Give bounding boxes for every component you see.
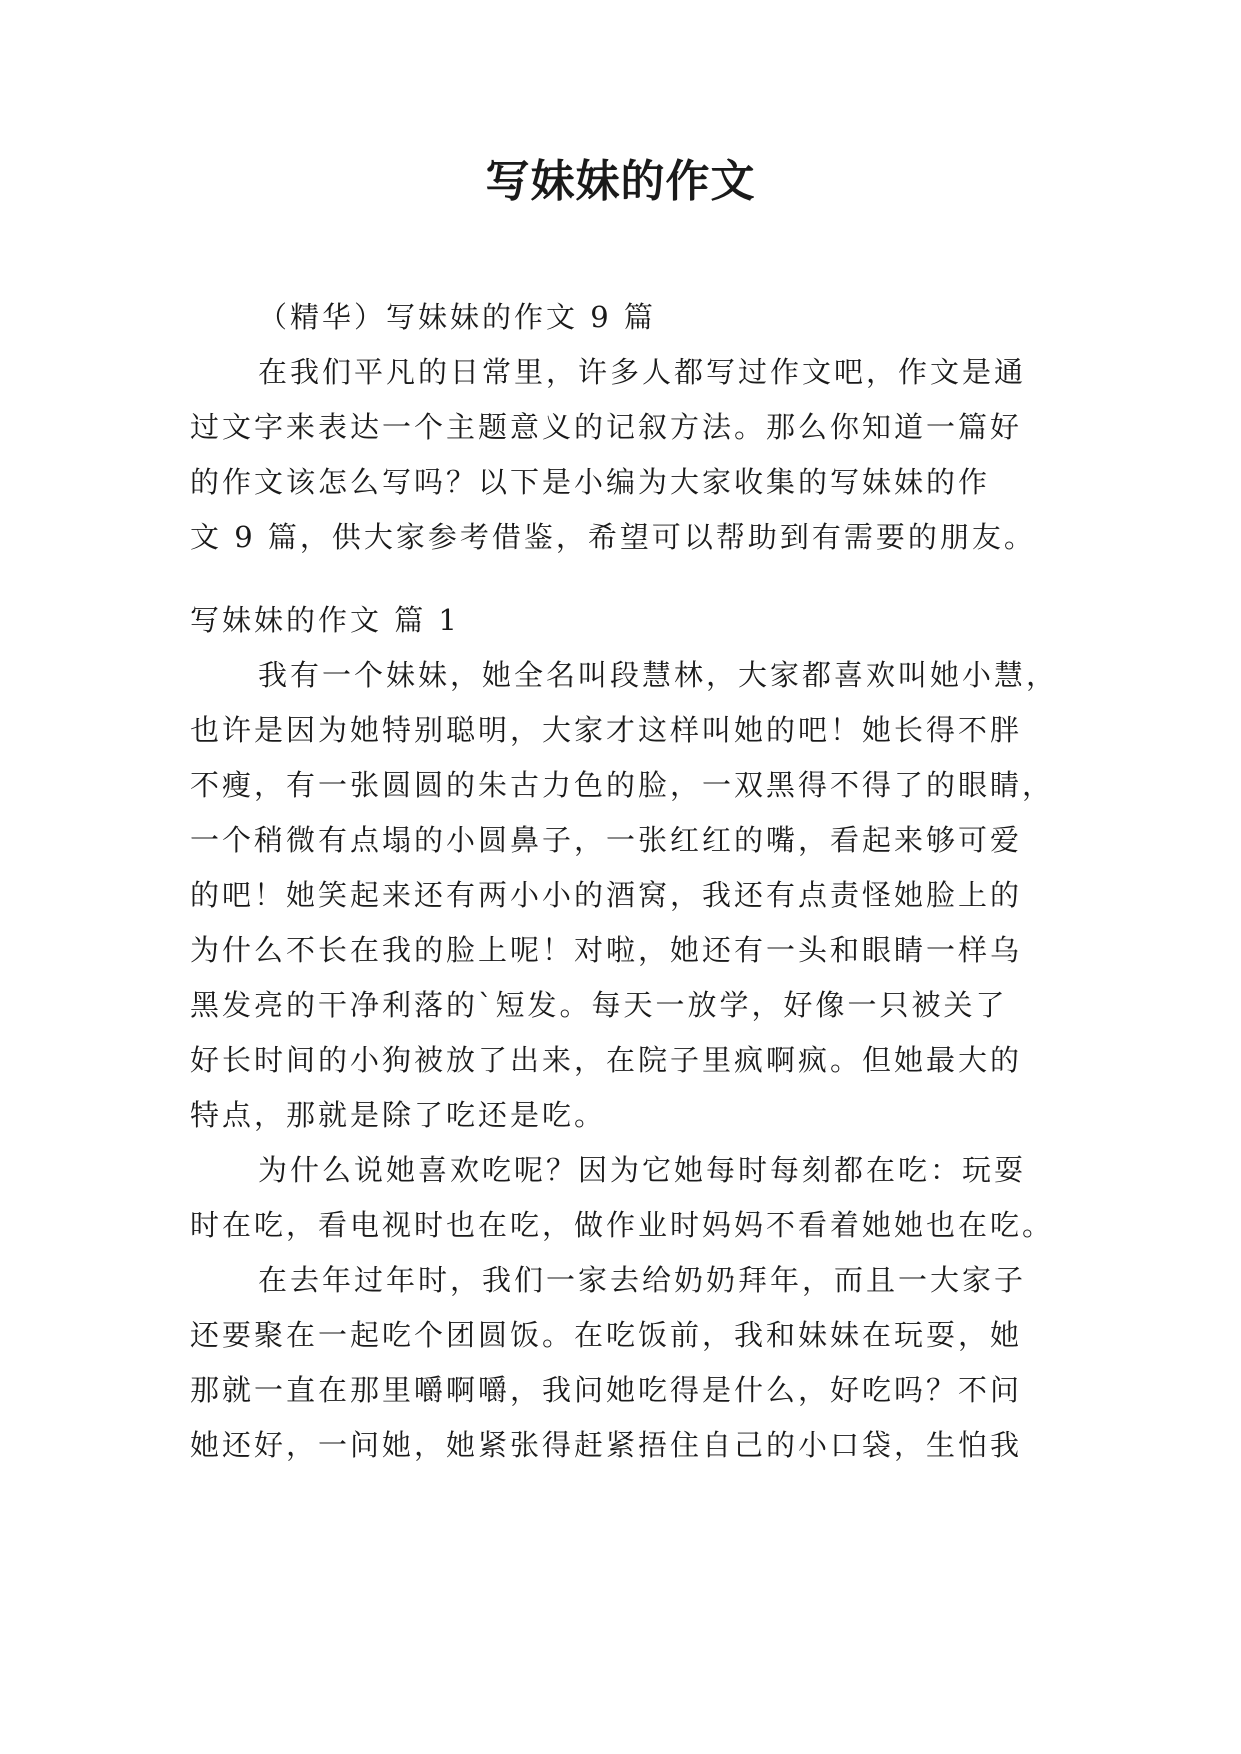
paragraph-3 xyxy=(190,1253,1056,1473)
text-line: 黑发亮的干净利落的`短发。每天一放学，好像一只被关了 xyxy=(190,988,1008,1022)
text-line: 特点，那就是除了吃还是吃。 xyxy=(190,1098,607,1132)
document-body xyxy=(190,290,1059,1473)
text-line: 在去年过年时，我们一家去给奶奶拜年，而且一大家子 xyxy=(258,1263,1027,1297)
subtitle-line: （精华）写妹妹的作文 9 篇 xyxy=(258,300,656,334)
text-line: 好长时间的小狗被放了出来，在院子里疯啊疯。但她最大的 xyxy=(190,1043,1023,1077)
text-line: 为什么说她喜欢吃呢？因为它她每时每刻都在吃：玩耍 xyxy=(258,1153,1027,1187)
text-line: 还要聚在一起吃个团圆饭。在吃饭前，我和妹妹在玩耍，她 xyxy=(190,1318,1023,1352)
text-line: 在我们平凡的日常里，许多人都写过作文吧，作文是通 xyxy=(258,355,1027,389)
text-line: 文 9 篇，供大家参考借鉴，希望可以帮助到有需要的朋友。 xyxy=(190,520,1036,554)
document-title: 写妹妹的作文 xyxy=(485,156,756,207)
text-line: 的作文该怎么写吗？以下是小编为大家收集的写妹妹的作 xyxy=(190,465,991,499)
paragraph-2 xyxy=(190,1143,1056,1253)
text-line: 一个稍微有点塌的小圆鼻子，一张红红的嘴，看起来够可爱 xyxy=(190,823,1023,857)
text-line: 不瘦，有一张圆圆的朱古力色的脸，一双黑得不得了的眼睛， xyxy=(190,768,1055,802)
section-heading: 写妹妹的作文 篇 1 xyxy=(190,603,460,637)
text-line: 的吧！她笑起来还有两小小的酒窝，我还有点责怪她脸上的 xyxy=(190,878,1023,912)
intro-paragraph xyxy=(190,345,1056,565)
paragraph-1 xyxy=(190,648,1059,1143)
text-line: 也许是因为她特别聪明，大家才这样叫她的吧！她长得不胖 xyxy=(190,713,1023,747)
text-line: 时在吃，看电视时也在吃，做作业时妈妈不看着她她也在吃。 xyxy=(190,1208,1055,1242)
text-line: 她还好，一问她，她紧张得赶紧捂住自己的小口袋，生怕我 xyxy=(190,1428,1023,1462)
section-gap xyxy=(190,565,1056,593)
text-line: 为什么不长在我的脸上呢！对啦，她还有一头和眼睛一样乌 xyxy=(190,933,1023,967)
text-line: 过文字来表达一个主题意义的记叙方法。那么你知道一篇好 xyxy=(190,410,1023,444)
text-line: 我有一个妹妹，她全名叫段慧林，大家都喜欢叫她小慧， xyxy=(258,658,1059,692)
text-line: 那就一直在那里嚼啊嚼，我问她吃得是什么，好吃吗？不问 xyxy=(190,1373,1023,1407)
